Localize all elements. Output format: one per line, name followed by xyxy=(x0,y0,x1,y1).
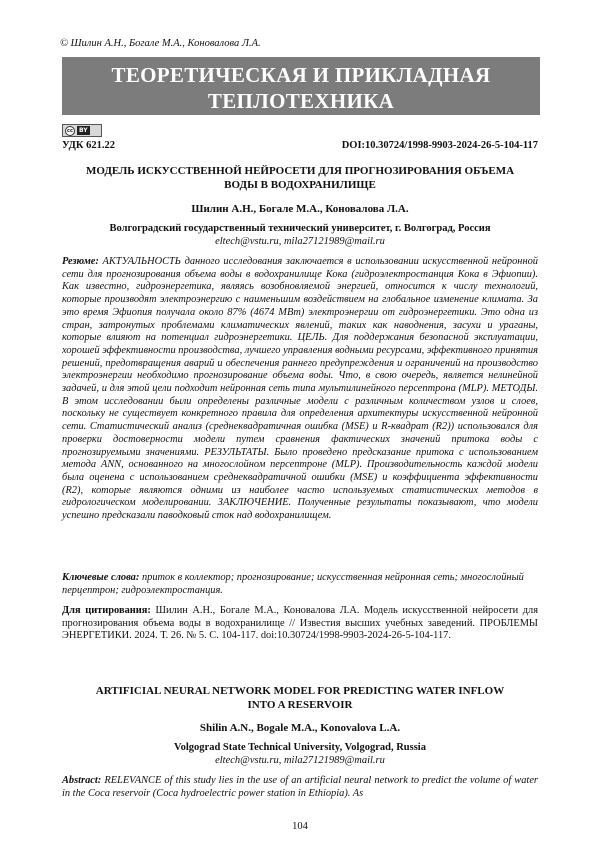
citation-text: Шилин А.Н., Богале М.А., Коновалова Л.А. Модель искусственной нейросети для прогнозирования объема воды в водохранилище // Известия высших учебных заведений. ПРОБЛЕМЫ ЭНЕРГЕТИКИ. 2024. Т. 26. № 5. С. 104-117. doi:10.30724/1998-9903-2024-26-5-104-117. xyxy=(62,605,539,642)
en-title-line2: INTO A RESERVOIR xyxy=(247,699,353,711)
ru-keywords-label: Ключевые слова: xyxy=(62,572,140,583)
ru-emails[interactable]: eltech@vstu.ru, mila27121989@mail.ru xyxy=(215,236,385,247)
udk-code: УДК 621.22 xyxy=(62,140,115,151)
en-abstract xyxy=(62,775,538,800)
ru-keywords-text: приток в коллектор; прогнозирование; искусственная нейронная сеть; многослойный перцептрон; гидроэлектростанция. xyxy=(62,572,524,596)
doi-link[interactable]: DOI:10.30724/1998-9903-2024-26-5-104-117 xyxy=(341,140,538,151)
en-authors: Shilin A.N., Bogale M.A., Konovalova L.A. xyxy=(199,722,401,734)
en-abstract-label: Abstract: xyxy=(62,775,102,786)
en-affiliation: Volgograd State Technical University, Volgograd, Russia xyxy=(174,742,426,753)
copyright-line: © Шилин А.Н., Богале М.А., Коновалова Л.А. xyxy=(60,38,261,49)
journal-title-line2: ТЕПЛОТЕХНИКА xyxy=(207,89,395,113)
ru-title-line1: МОДЕЛЬ ИСКУССТВЕННОЙ НЕЙРОСЕТИ ДЛЯ ПРОГНОЗИРОВАНИЯ ОБЪЕМА xyxy=(85,165,515,177)
ru-keywords xyxy=(62,572,538,597)
en-abstract-text: RELEVANCE of this study lies in the use of an artificial neural network to predict the volume of water in the Coca reservoir (Coca hydroelectric power station in Ethiopia). As xyxy=(62,775,538,799)
en-title-line1: ARTIFICIAL NEURAL NETWORK MODEL FOR PREDICTING WATER INFLOW xyxy=(95,685,505,697)
ru-article-title xyxy=(62,164,538,192)
ru-abstract-text: АКТУАЛЬНОСТЬ данного исследования заключается в использовании искусственной нейронной сети для прогнозирования объема воды в водохранилище Кока (гидроэлектростанция Кока в Эфиопии). Как известно, гидроэнергетика, являясь возобновляемой энергией, относится к числу технологий, которые производят электроэнергию с наименьшим воздействием на глобальное изменение климата. За это время Эфиопия получала около 87% (4674 МВт) электроэнергии от гидроэнергетики. Это одна из стран, затронутых проблемами климатических явлений, таких как наводнения, засухи и ураганы, которые влияют на потенциал гидроэнергетики. ЦЕЛЬ. Для поддержания безопасной эксплуатации, хорошей эффективности производства, лучшего управления водными ресурсами, эффективного принятия решений, предотвращения аварий и обеспечения раннего предупреждения и ограничений на производство электроэнергии необходимо прогнозирование объема воды. Что, в свою очередь, является нелинейной задачей, и для этой цели подходит нейронная сеть типа мультилинейного персептрона (MLP). МЕТОДЫ. В этом исследовании были определены различные модели с различным количеством узлов и слоев, поскольку не существует конкретного правила для определения архитектуры искусственной нейронной сети. Статистический анализ (среднеквадратичная ошибка (MSE) и R-квадрат (R2)) использовался для проверки достоверности модели путем сравнения фактических значений притока воды с прогнозируемыми значениями. РЕЗУЛЬТАТЫ. Было проведено предсказание притока с использованием метода ANN, основанного на многослойном персептроне (MLP). Производительность каждой модели была оценена с использованием среднеквадратичной ошибки (MSE) и коэффициента эффективности (R2), которые являются одними из наиболее часто используемых статистических методов в гидрологическом моделировании. ЗАКЛЮЧЕНИЕ. Полученные результаты показывают, что модели успешно предсказали паводковый сток над водохранилищем. xyxy=(62,256,538,522)
cc-circle-icon: cc xyxy=(65,126,75,136)
ru-abstract-label: Резюме: xyxy=(62,256,99,267)
cc-by-license-icon[interactable] xyxy=(62,124,102,137)
journal-title-line1: ТЕОРЕТИЧЕСКАЯ И ПРИКЛАДНАЯ xyxy=(111,63,491,87)
en-emails[interactable]: eltech@vstu.ru, mila27121989@mail.ru xyxy=(215,755,385,766)
ru-title-line2: ВОДЫ В ВОДОХРАНИЛИЩЕ xyxy=(224,179,376,191)
citation-block xyxy=(62,605,538,643)
by-label: BY xyxy=(79,127,88,134)
page-number: 104 xyxy=(292,821,308,832)
ru-authors: Шилин А.Н., Богале М.А., Коновалова Л.А. xyxy=(191,203,409,215)
journal-banner xyxy=(62,57,540,115)
ru-affiliation: Волгоградский государственный технический университет, г. Волгоград, Россия xyxy=(109,223,491,234)
ru-abstract xyxy=(62,256,538,523)
citation-label: Для цитирования: xyxy=(62,605,151,616)
en-article-title xyxy=(62,684,538,712)
